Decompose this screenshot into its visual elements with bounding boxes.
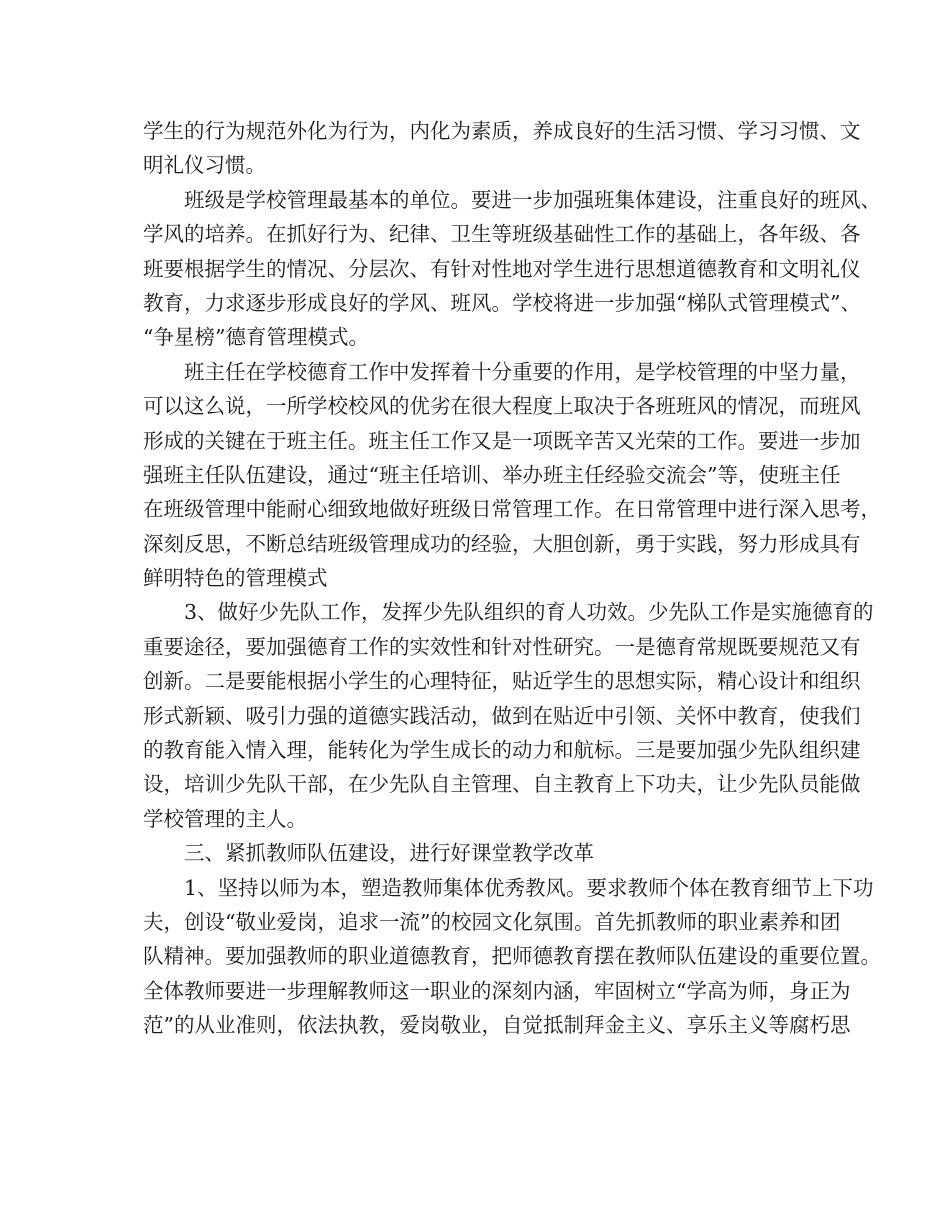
text-line: 1、坚持以师为本，塑造教师集体优秀教风。要求教师个体在教育细节上下功 [184, 875, 874, 900]
text-line: 班要根据学生的情况、分层次、有针对性地对学生进行思想道德教育和文明礼仪 [143, 256, 861, 281]
text-line: 形成的关键在于班主任。班主任工作又是一项既辛苦又光荣的工作。要进一步加 [143, 428, 861, 453]
text-line: 学校管理的主人。 [143, 806, 307, 831]
text-line: 班主任在学校德育工作中发挥着十分重要的作用，是学校管理的中坚力量， [184, 359, 861, 384]
text-line: 夫，创设“敬业爱岗，追求一流”的校园文化氛围。首先抓教师的职业素养和团 [143, 909, 841, 934]
text-line: 创新。二是要能根据小学生的心理特征，贴近学生的思想实际，精心设计和组织 [143, 669, 861, 694]
text-line: 深刻反思，不断总结班级管理成功的经验，大胆创新，勇于实践，努力形成具有 [143, 531, 861, 556]
text-line: “争星榜”德育管理模式。 [143, 325, 369, 350]
text-line: 三、紧抓教师队伍建设，进行好课堂教学改革 [184, 841, 594, 866]
text-line: 队精神。要加强教师的职业道德教育，把师德教育摆在教师队伍建设的重要位置。 [143, 944, 881, 969]
text-line: 在班级管理中能耐心细致地做好班级日常管理工作。在日常管理中进行深入思考， [143, 497, 881, 522]
text-line: 强班主任队伍建设，通过“班主任培训、举办班主任经验交流会”等，使班主任 [143, 462, 841, 487]
text-line: 学生的行为规范外化为行为，内化为素质，养成良好的生活习惯、学习习惯、文 [143, 119, 861, 143]
text-line: 可以这么说，一所学校校风的优劣在很大程度上取决于各班班风的情况，而班风 [143, 394, 861, 419]
text-line: 的教育能入情入理，能转化为学生成长的动力和航标。三是要加强少先队组织建 [143, 738, 861, 763]
text-line: 教育，力求逐步形成良好的学风、班风。学校将进一步加强“梯队式管理模式”、 [143, 290, 861, 315]
text-line: 重要途径，要加强德育工作的实效性和针对性研究。一是德育常规既要规范又有 [143, 634, 861, 659]
text-line: 形式新颖、吸引力强的道德实践活动，做到在贴近中引领、关怀中教育，使我们 [143, 703, 861, 728]
text-line: 班级是学校管理最基本的单位。要进一步加强班集体建设，注重良好的班风、 [184, 187, 881, 212]
text-line: 全体教师要进一步理解教师这一职业的深刻内涵，牢固树立“学高为师，身正为 [143, 978, 851, 1003]
text-line: 设，培训少先队干部，在少先队自主管理、自主教育上下功夫，让少先队员能做 [143, 772, 861, 797]
text-line: 鲜明特色的管理模式 [143, 566, 328, 591]
text-line: 学风的培养。在抓好行为、纪律、卫生等班级基础性工作的基础上，各年级、各 [143, 222, 861, 247]
document-body [143, 114, 881, 1043]
text-line: 3、做好少先队工作，发挥少先队组织的育人功效。少先队工作是实施德育的 [184, 600, 874, 625]
text-line: 明礼仪习惯。 [143, 153, 266, 178]
text-line: 范”的从业准则，依法执教，爱岗敬业，自觉抵制拜金主义、享乐主义等腐朽思 [143, 1013, 851, 1038]
